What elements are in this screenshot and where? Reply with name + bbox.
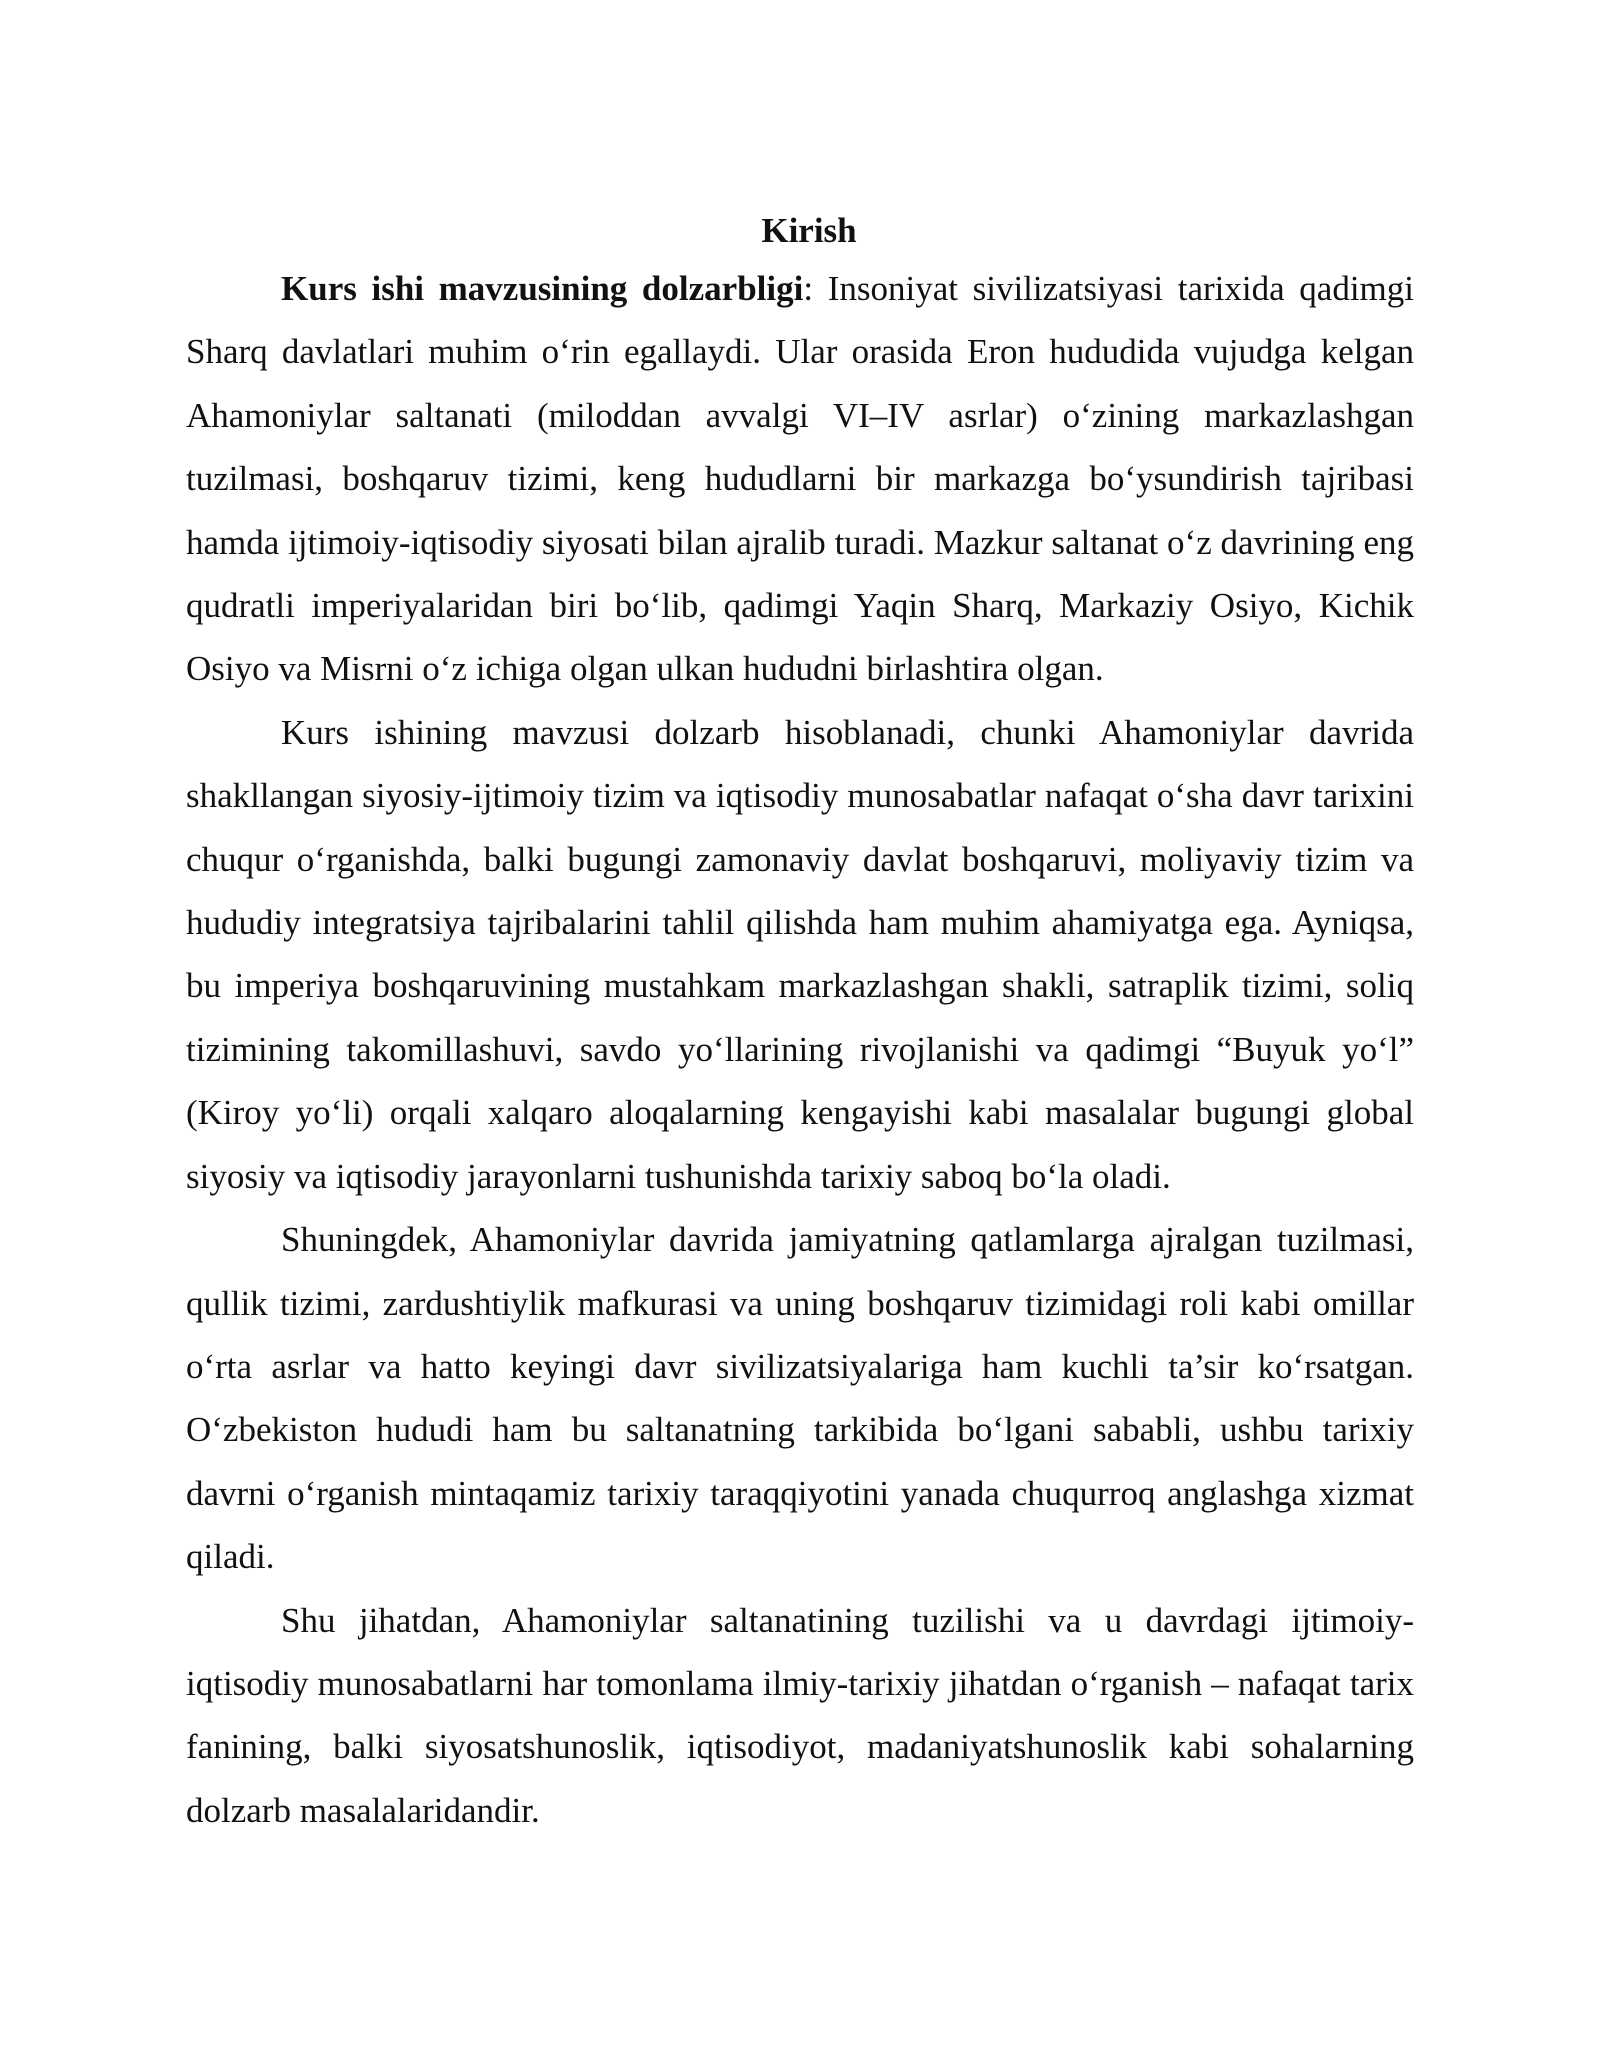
paragraph-topic-relevance: Kurs ishining mavzusi dolzarb hisoblanadi, chunki Ahamoniylar davrida shakllangan siyosiy-ijtimoiy tizim va iqtisodiy munosabatlar nafaqat o‘sha davr tarixini chuqur o‘rganishda, balki bugungi zamonaviy davlat boshqaruvi, moliyaviy tizim va hududiy integratsiya tajribalarini tahlil qilishda ham muhim ahamiyatga ega. Ayniqsa, bu imperiya boshqaruvining mustahkam markazlashgan shakli, satraplik tizimi, soliq tizimining takomillashuvi, savdo yo‘llarining rivojlanishi va qadimgi “Buyuk yo‘l” (Kiroy yo‘li) orqali xalqaro aloqalarning kengayishi kabi masalalar bugungi global siyosiy va iqtisodiy jarayonlarni tushunishda tarixiy saboq bo‘la oladi. — [186, 712, 1414, 1196]
paragraph-social-structure: Shuningdek, Ahamoniylar davrida jamiyatning qatlamlarga ajralgan tuzilmasi, qullik tizimi, zardushtiylik mafkurasi va uning boshqaruv tizimidagi roli kabi omillar o‘rta asrlar va hatto keyingi davr sivilizatsiyalariga ham kuchli ta’sir ko‘rsatgan. O‘zbekiston hududi ham bu saltanatning tarkibida bo‘lgani sababli, ushbu tarixiy davrni o‘rganish mintaqamiz tarixiy taraqqiyotini yanada chuqurroq anglashga xizmat qiladi. — [186, 1220, 1414, 1577]
paragraph-conclusion: Shu jihatdan, Ahamoniylar saltanatining tuzilishi va u davrdagi ijtimoiy-iqtisodiy munosabatlarni har tomonlama ilmiy-tarixiy jihatdan o‘rganish – nafaqat tarix fanining, balki siyosatshunoslik, iqtisodiyot, madaniyatshunoslik kabi sohalarning dolzarb masalalaridandir. — [186, 1600, 1414, 1830]
paragraph-relevance — [186, 257, 1414, 701]
paragraph-lead-heading: Kurs ishi mavzusining dolzarbligi — [281, 269, 804, 308]
paragraph-text: : Insoniyat sivilizatsiyasi tarixida qadimgi Sharq davlatlari muhim o‘rin egallaydi. Ular orasida Eron hududida vujudga kelgan Ahamoniylar saltanati (miloddan avvalgi VI–IV asrlar) o‘zining markazlashgan tuzilmasi, boshqaruv tizimi, keng hududlarni bir markazga bo‘ysundirish tajribasi hamda ijtimoiy-iqtisodiy siyosati bilan ajralib turadi. Mazkur saltanat o‘z davrining eng qudratli imperiyalaridan biri bo‘lib, qadimgi Yaqin Sharq, Markaziy Osiyo, Kichik Osiyo va Misrni o‘z ichiga olgan ulkan hududni birlashtira olgan. — [186, 269, 1415, 689]
page-title: Kirish — [761, 211, 857, 250]
document-body — [186, 205, 1414, 1842]
